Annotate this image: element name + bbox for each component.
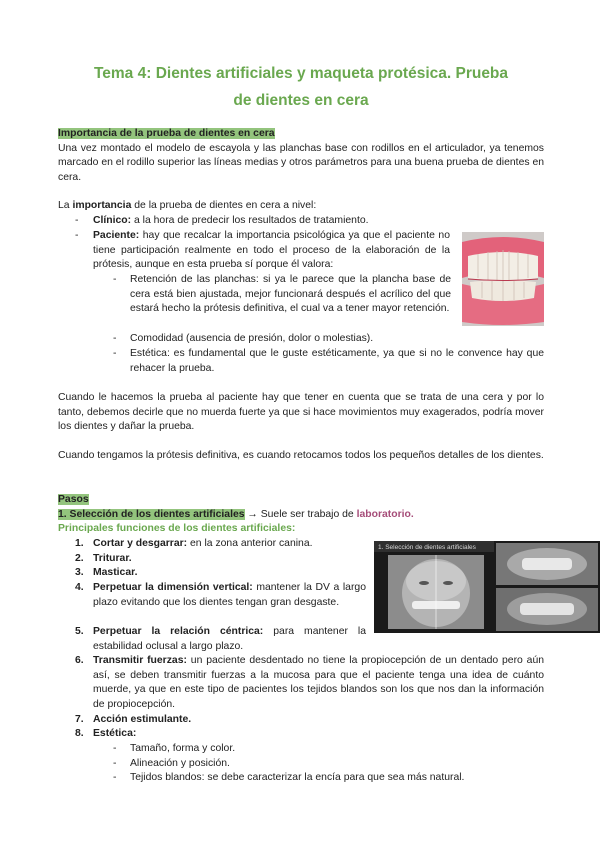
function-item: 8. Estética: bbox=[75, 728, 137, 739]
function-item: 7. Acción estimulante. bbox=[75, 714, 192, 725]
list-item-clinico: - Clínico: a la hora de predecir los resultados de tratamiento. bbox=[75, 215, 369, 226]
sub-item-comodidad: - Comodidad (ausencia de presión, dolor o molestias). bbox=[113, 333, 374, 344]
laboratorio-text: laboratorio. bbox=[356, 509, 414, 520]
wax-caution-paragraph: Cuando le hacemos la prueba al paciente hay que tener en cuenta que se trata de una cera y por lo tanto, debemos decirle que no muerda fuerte ya que si hace movimientos muy exagerados, podría mover los dientes y dañar la prueba. bbox=[58, 392, 544, 433]
importance-lead: La importancia de la prueba de dientes en cera a nivel: bbox=[58, 200, 317, 211]
title-line-1: Tema 4: Dientes artificiales y maqueta protésica. Prueba bbox=[93, 65, 509, 82]
sub-item-retencion: - Retención de las planchas: si ya le parece que la plancha base de cera está bien ajustada, mejor funcionará después el acrílico del que estará hecho la prótesis definitiva, el cual va a tener mayor retención. bbox=[113, 274, 451, 315]
estetica-sub-item: - Tamaño, forma y color. bbox=[113, 743, 236, 754]
pasos-heading: Pasos bbox=[58, 494, 89, 505]
denture-wax-photo bbox=[462, 232, 544, 326]
step-1: 1. Selección de los dientes artificiales → Suele ser trabajo de laboratorio. bbox=[58, 509, 414, 520]
page-title bbox=[58, 60, 544, 114]
list-item-paciente: - Paciente: hay que recalcar la importancia psicológica ya que el paciente no tiene participación realmente en todo el proceso de la elaboración de la prótesis, aunque en esta prueba sí porque él valora: bbox=[75, 230, 450, 271]
final-retouch-paragraph: Cuando tengamos la prótesis definitiva, es cuando retocamos todos los pequeños detalles de los dientes. bbox=[58, 450, 544, 461]
sub-item-estetica: - Estética: es fundamental que le guste estéticamente, ya que si no le convence hay que rehacer la prueba. bbox=[113, 348, 544, 374]
function-item: 2. Triturar. bbox=[75, 553, 132, 564]
intro-paragraph: Una vez montado el modelo de escayola y las planchas base con rodillos en el articulador, ya tenemos marcado en el rodillo superior las líneas medias y otros parámetros para una buena prueba de dientes en cera. bbox=[58, 142, 544, 183]
function-item: 1. Cortar y desgarrar: en la zona anterior canina. bbox=[75, 538, 313, 549]
importance-section bbox=[58, 127, 544, 185]
function-item: 4. Perpetuar la dimensión vertical: mantener la DV a largo plazo evitando que los dientes tengan gran desgaste. bbox=[75, 582, 366, 608]
funciones-heading: Principales funciones de los dientes artificiales: bbox=[58, 523, 296, 534]
step-1-label: 1. Selección de los dientes artificiales bbox=[58, 509, 245, 520]
slide-caption: 1. Selección de dientes artificiales bbox=[378, 544, 476, 551]
estetica-sub-item: - Alineación y posición. bbox=[113, 758, 230, 769]
section-heading: Importancia de la prueba de dientes en cera bbox=[58, 128, 275, 139]
importance-word: importancia bbox=[72, 200, 132, 211]
teeth-selection-slide bbox=[374, 541, 600, 633]
title-line-2: de dientes en cera bbox=[233, 92, 369, 109]
estetica-sub-item: - Tejidos blandos: se debe caracterizar la encía para que sea más natural. bbox=[113, 772, 465, 783]
pasos-heading-row bbox=[58, 493, 544, 508]
function-item: 5. Perpetuar la relación céntrica: para mantener la estabilidad oclusal a largo plazo. bbox=[75, 626, 366, 652]
function-item: 3. Masticar. bbox=[75, 567, 138, 578]
function-item: 6. Transmitir fuerzas: un paciente desdentado no tiene la propiocepción de un dentado pero aún así, se deben transmitir fuerzas a la mucosa para que el paciente tenga una idea de cuánto muerde, ya que en este tipo de pacientes los tejidos blandos son los que nos dan la información de propiocepción. bbox=[75, 655, 544, 710]
